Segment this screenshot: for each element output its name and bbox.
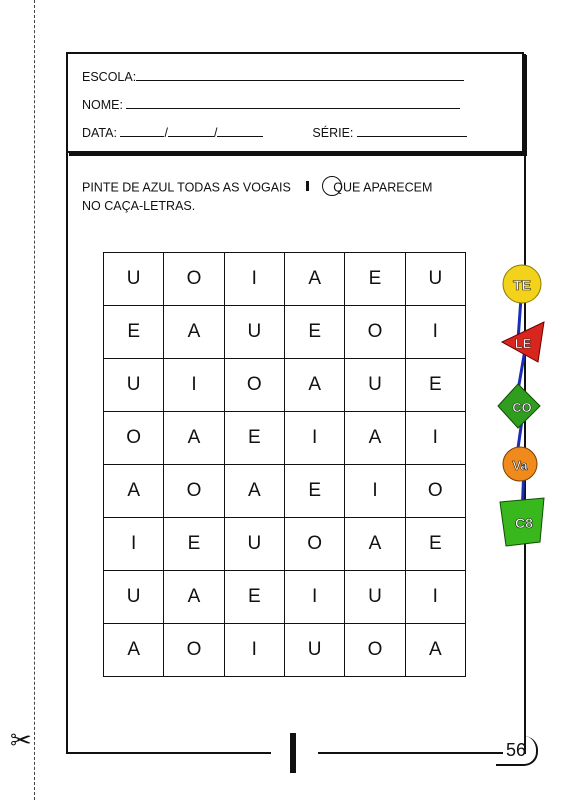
badge-va — [503, 447, 537, 481]
grid-cell[interactable]: O — [104, 412, 164, 465]
grid-cell[interactable]: A — [164, 412, 224, 465]
grid-cell[interactable]: E — [406, 359, 466, 412]
grid-cell[interactable]: A — [345, 518, 405, 571]
bottom-border-left — [66, 752, 271, 754]
grid-cell[interactable]: U — [345, 571, 405, 624]
header-box — [66, 52, 524, 153]
instruction-line2: NO CAÇA-LETRAS. — [82, 199, 196, 213]
nome-line — [82, 97, 460, 113]
divider-bar — [306, 181, 309, 191]
grid-cell[interactable]: A — [164, 306, 224, 359]
grid-cell[interactable]: A — [104, 624, 164, 677]
instruction-line1a: PINTE DE AZUL TODAS AS VOGAIS — [82, 180, 291, 195]
badge-label: C8 — [515, 515, 533, 531]
grid-cell[interactable]: O — [285, 518, 345, 571]
grid-cell[interactable]: A — [104, 465, 164, 518]
grid-cell[interactable]: U — [285, 624, 345, 677]
grid-cell[interactable]: I — [225, 624, 285, 677]
grid-cell[interactable]: I — [164, 359, 224, 412]
grid-cell[interactable]: I — [225, 253, 285, 306]
nome-label: NOME: — [82, 98, 123, 112]
grid-cell[interactable]: E — [406, 518, 466, 571]
grid-cell[interactable]: A — [164, 571, 224, 624]
grid-cell[interactable]: U — [406, 253, 466, 306]
grid-cell[interactable]: O — [345, 624, 405, 677]
grid-cell[interactable]: A — [345, 412, 405, 465]
grid-cell[interactable]: O — [345, 306, 405, 359]
grid-cell[interactable]: U — [225, 518, 285, 571]
data-separator: / — [164, 126, 168, 140]
grid-cell[interactable]: O — [164, 465, 224, 518]
serie-field[interactable] — [357, 125, 467, 137]
badge-label: TE — [513, 277, 531, 293]
grid-cell[interactable]: O — [164, 253, 224, 306]
grid-cell[interactable]: E — [285, 465, 345, 518]
lightbulb-icon — [322, 176, 342, 196]
grid-cell[interactable]: A — [225, 465, 285, 518]
grid-cell[interactable]: A — [406, 624, 466, 677]
grid-cell[interactable]: E — [225, 412, 285, 465]
grid-cell[interactable]: U — [104, 359, 164, 412]
grid-cell[interactable]: O — [164, 624, 224, 677]
badge-label: Va — [512, 458, 528, 473]
badge-c8 — [500, 498, 544, 546]
badge-label: LE — [514, 336, 532, 351]
grid-cell[interactable]: U — [104, 571, 164, 624]
badge-label: CO — [512, 400, 532, 415]
grid-cell[interactable]: I — [285, 412, 345, 465]
badge-te — [503, 265, 541, 303]
grid-cell[interactable]: I — [345, 465, 405, 518]
serie-label: SÉRIE: — [312, 126, 354, 140]
side-decoration — [496, 262, 552, 552]
grid-cell[interactable]: O — [406, 465, 466, 518]
grid-cell[interactable]: I — [104, 518, 164, 571]
grid-cell[interactable]: U — [345, 359, 405, 412]
grid-cell[interactable]: I — [406, 412, 466, 465]
letter-grid — [103, 252, 466, 677]
bottom-divider-bar — [290, 733, 296, 773]
data-day-field[interactable] — [120, 125, 164, 137]
grid-cell[interactable]: E — [345, 253, 405, 306]
escola-label: ESCOLA: — [82, 70, 137, 84]
grid-cell[interactable]: I — [406, 571, 466, 624]
data-separator: / — [213, 126, 218, 140]
grid-cell[interactable]: A — [285, 253, 345, 306]
page-number: 56 — [496, 736, 538, 766]
data-year-field[interactable] — [217, 125, 263, 137]
data-month-field[interactable] — [168, 125, 214, 137]
grid-cell[interactable]: E — [225, 571, 285, 624]
scissors-icon: ✂ — [10, 726, 32, 756]
grid-cell[interactable]: E — [104, 306, 164, 359]
escola-line — [82, 69, 464, 85]
grid-cell[interactable]: I — [285, 571, 345, 624]
grid-cell[interactable]: A — [285, 359, 345, 412]
grid-cell[interactable]: E — [164, 518, 224, 571]
badge-co — [498, 384, 540, 428]
data-label: DATA: — [82, 126, 117, 140]
instruction-line1b: QUE APARECEM — [333, 180, 433, 195]
grid-cell[interactable]: E — [285, 306, 345, 359]
nome-field[interactable] — [126, 97, 460, 109]
grid-cell[interactable]: I — [406, 306, 466, 359]
grid-cell[interactable]: U — [104, 253, 164, 306]
instruction-text — [82, 178, 482, 214]
grid-cell[interactable]: U — [225, 306, 285, 359]
bottom-border-right — [318, 752, 503, 754]
escola-field[interactable] — [136, 69, 464, 81]
grid-cell[interactable]: O — [225, 359, 285, 412]
data-line — [82, 125, 467, 141]
cut-line — [34, 0, 35, 800]
